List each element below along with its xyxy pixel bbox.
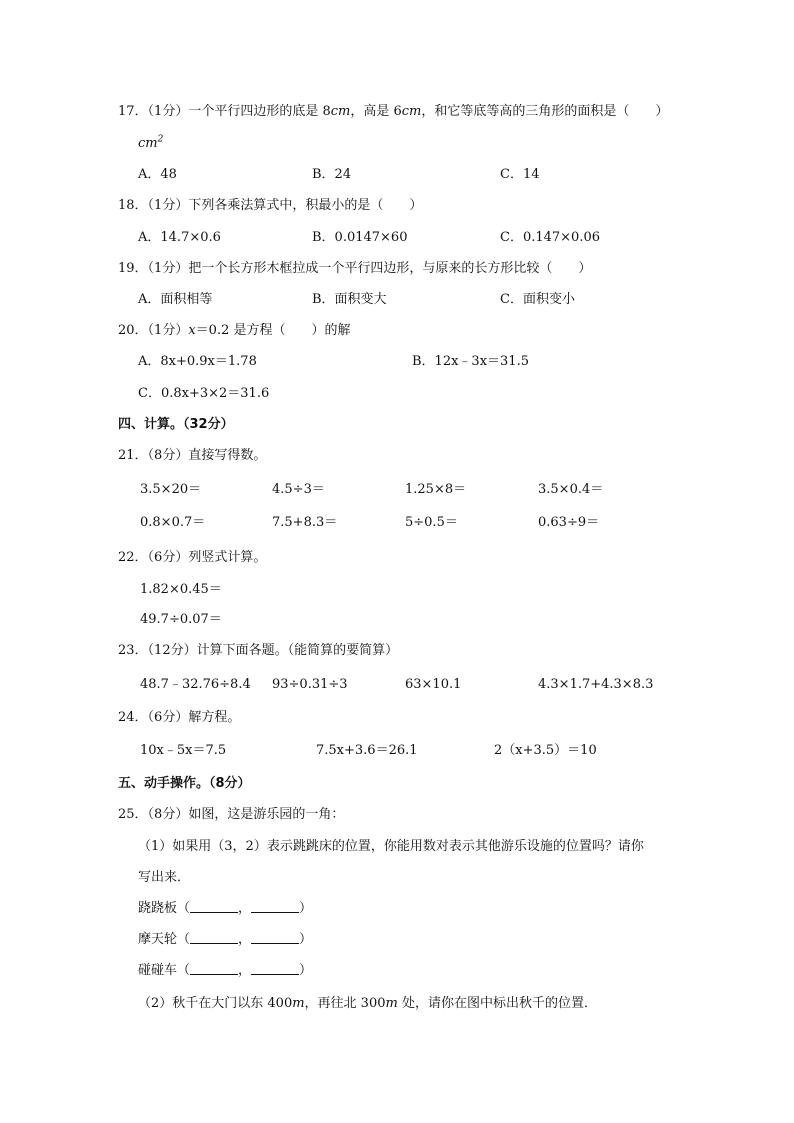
sub2-text-2: ，再往北 300 (304, 996, 386, 1011)
question-25-stem: 25．（8分）如图，这是游乐园的一角： (118, 807, 345, 822)
blank-sep: ， (238, 932, 252, 947)
answer-blank[interactable] (251, 931, 299, 944)
q17-option-b[interactable]: B．24 (312, 167, 352, 182)
q25-sub1-line2: 写出来． (138, 870, 191, 885)
answer-blank[interactable] (190, 931, 238, 944)
question-20-stem (118, 322, 350, 340)
q21-item: 3.5×0.4＝ (538, 482, 604, 497)
question-21-stem: 21．（8分）直接写得数。 (118, 448, 267, 463)
q23-item: 48.7﹣32.76÷8.4 (140, 677, 251, 692)
q20-option-a[interactable]: A．8x+0.9x＝1.78 (138, 354, 257, 369)
blank-end: ） (299, 963, 313, 978)
q25-blank-row-ferris-wheel (138, 931, 312, 949)
q17-unit-2: cm (401, 104, 422, 119)
answer-blank[interactable] (190, 900, 238, 913)
q23-item: 4.3×1.7+4.3×8.3 (538, 677, 654, 692)
q17-sq-exp: 2 (157, 134, 164, 145)
q17-unit-1: cm (330, 104, 351, 119)
blank-label: 摩天轮（ (138, 932, 191, 947)
q17-text-3: ，和它等底等高的三角形的面积是（ ） (421, 104, 669, 119)
sub2-text-3: 处，请你在图中标出秋千的位置． (397, 996, 597, 1011)
q23-item: 63×10.1 (405, 677, 462, 692)
q18-option-a[interactable]: A．14.7×0.6 (138, 230, 221, 245)
sub2-unit-2: m (385, 996, 398, 1011)
question-19-stem: 19．（1分）把一个长方形木框拉成一个平行四边形，与原来的长方形比较（ ） (118, 261, 592, 276)
answer-blank[interactable] (190, 962, 238, 975)
q18-option-b[interactable]: B．0.0147×60 (312, 230, 408, 245)
q20-rest: ＝0.2 是方程（ ）的解 (195, 323, 351, 338)
q19-option-c[interactable]: C．面积变小 (500, 292, 575, 307)
q21-item: 1.25×8＝ (405, 482, 467, 497)
q24-item: 7.5x+3.6＝26.1 (316, 743, 418, 758)
q23-item: 93÷0.31÷3 (272, 677, 348, 692)
q22-item: 49.7÷0.07＝ (140, 612, 222, 627)
answer-blank[interactable] (251, 962, 299, 975)
blank-end: ） (299, 932, 313, 947)
sub2-unit-1: m (292, 996, 305, 1011)
section-5-heading: 五、动手操作。（8分） (118, 776, 251, 791)
question-23-stem: 23．（12分）计算下面各题。（能简算的要简算） (118, 643, 399, 658)
sub2-text-1: （2）秋千在大门以东 400 (138, 996, 293, 1011)
q19-option-a[interactable]: A．面积相等 (138, 292, 213, 307)
q21-item: 4.5÷3＝ (272, 482, 325, 497)
q17-text-2: ，高是 6 (350, 104, 402, 119)
q17-area-unit (138, 135, 163, 153)
blank-sep: ， (238, 901, 252, 916)
q19-option-b[interactable]: B．面积变大 (312, 292, 387, 307)
q25-sub2 (138, 995, 597, 1013)
question-18-stem: 18．（1分）下列各乘法算式中，积最小的是（ ） (118, 198, 423, 213)
q20-var: x (188, 323, 196, 338)
q21-item: 0.63÷9＝ (538, 515, 600, 530)
q21-item: 0.8×0.7＝ (140, 515, 206, 530)
blank-end: ） (299, 901, 313, 916)
q24-item: 10x﹣5x＝7.5 (140, 743, 227, 758)
q17-sq-unit: cm (138, 136, 158, 151)
q20-num: 20．（1分） (118, 323, 189, 338)
q17-text-1: 17．（1分）一个平行四边形的底是 8 (118, 104, 331, 119)
q25-sub1-line1: （1）如果用（3，2）表示跳跳床的位置，你能用数对表示其他游乐设施的位置吗？请你 (138, 839, 644, 854)
q18-option-c[interactable]: C．0.147×0.06 (500, 230, 601, 245)
q17-option-a[interactable]: A．48 (138, 167, 177, 182)
blank-label: 跷跷板（ (138, 901, 191, 916)
q21-item: 7.5+8.3＝ (272, 515, 338, 530)
q21-item: 5÷0.5＝ (405, 515, 458, 530)
q25-blank-row-seesaw (138, 900, 312, 918)
q25-blank-row-bumper-car (138, 962, 312, 980)
q20-option-c[interactable]: C．0.8x+3×2＝31.6 (138, 386, 270, 401)
section-4-heading: 四、计算。（32分） (118, 417, 234, 432)
q22-item: 1.82×0.45＝ (140, 582, 222, 597)
question-17-stem (118, 103, 668, 121)
answer-blank[interactable] (251, 900, 299, 913)
q17-option-c[interactable]: C．14 (500, 167, 540, 182)
q24-item: 2（x+3.5）＝10 (494, 743, 597, 758)
q20-option-b[interactable]: B．12x﹣3x＝31.5 (412, 354, 529, 369)
q21-item: 3.5×20＝ (140, 482, 202, 497)
question-24-stem: 24．（6分）解方程。 (118, 710, 241, 725)
blank-sep: ， (238, 963, 252, 978)
question-22-stem: 22．（6分）列竖式计算。 (118, 550, 267, 565)
blank-label: 碰碰车（ (138, 963, 191, 978)
